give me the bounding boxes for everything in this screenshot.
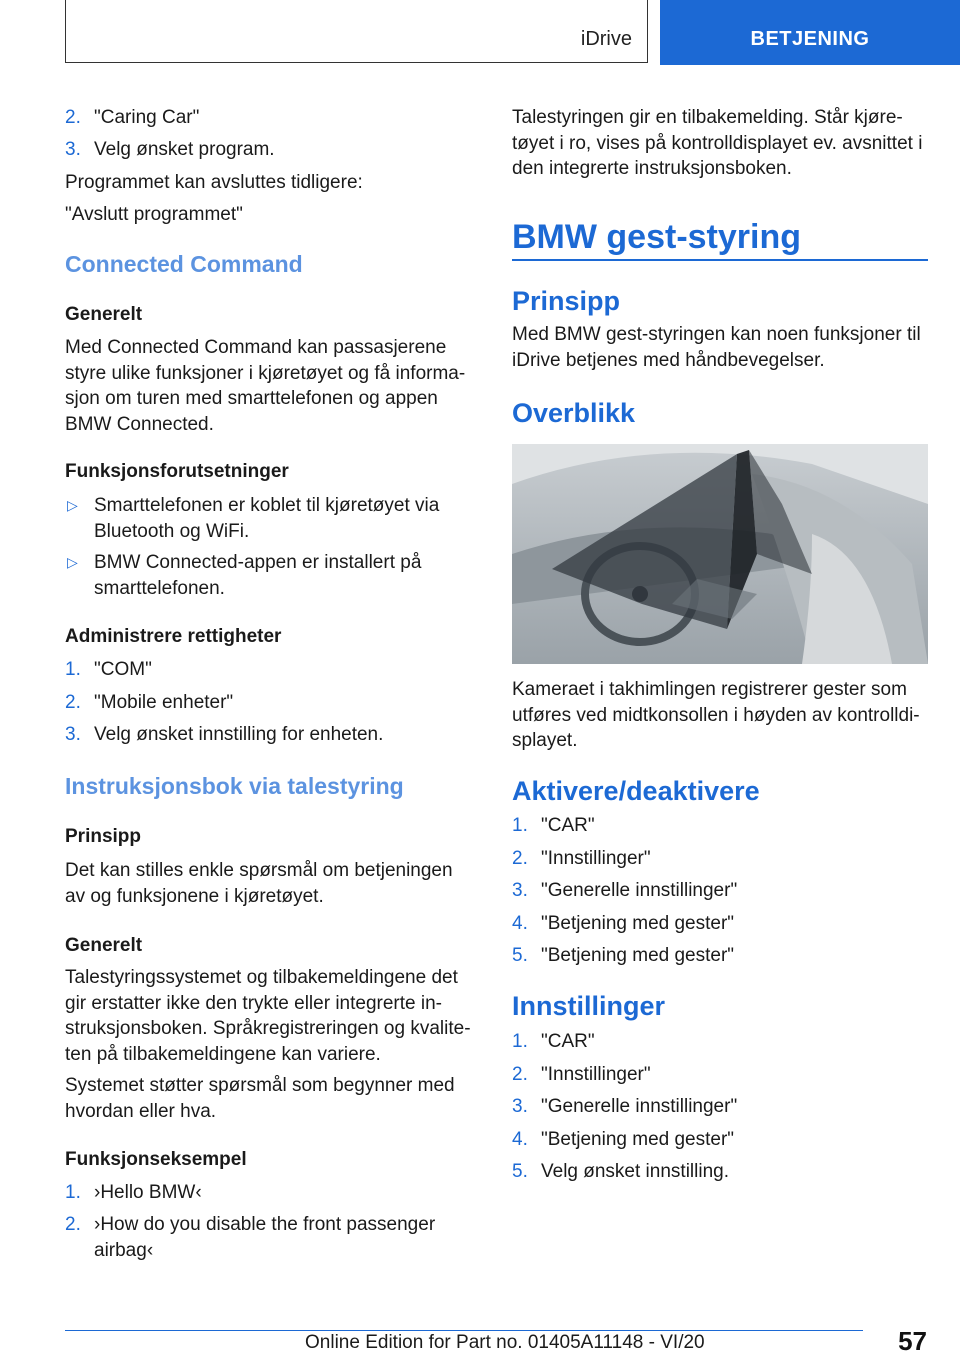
list-item: 5. "Betjening med gester" — [512, 945, 735, 966]
intro-paragraph: Programmet kan avsluttes tidligere: — [65, 172, 363, 193]
header-frame — [65, 0, 648, 63]
generelt-text-2: Systemet støtter spørsmål som begynner med hvordan eller hva. — [65, 1075, 455, 1122]
list-item: 3. "Generelle innstillinger" — [512, 880, 738, 901]
list-item: 2. ›How do you disable the front passenger airbag‹ — [65, 1214, 436, 1261]
innstillinger-heading: Innstillinger — [512, 991, 666, 1021]
talestyring-feedback-text: Talestyringen gir en tilbakemelding. Står kjøre-tøyet i ro, vises på kontrolldisplayet ev. avsnittet i den integrerte instruksjonsboken. — [512, 107, 923, 179]
list-item: 2. "Innstillinger" — [512, 847, 651, 869]
header-section-title: iDrive — [580, 28, 632, 50]
instruksjonsbok-heading: Instruksjonsbok via talestyring — [65, 773, 404, 799]
list-item: 1. "COM" — [65, 659, 152, 680]
triangle-bullet-icon: ▷ — [67, 497, 78, 513]
gest-styring-heading: BMW gest-styring — [512, 218, 801, 256]
list-item: 3. Velg ønsket program. — [65, 139, 275, 160]
list-item: 3. "Generelle innstillinger" — [512, 1096, 738, 1117]
funksjonsforutsetninger-subheading: Funksjonsforutsetninger — [65, 461, 289, 482]
prinsipp-text: Det kan stilles enkle spørsmål om betjeningen av og funksjonene i kjøretøyet. — [65, 860, 453, 907]
admin-list — [65, 657, 477, 748]
list-item: 1. "CAR" — [512, 815, 595, 836]
footer-edition: Online Edition for Part no. 01405A11148 - VI/20 — [305, 1332, 705, 1353]
prinsipp-subheading: Prinsipp — [65, 826, 142, 847]
connected-command-text: Med Connected Command kan passasjerene styre ulike funksjoner i kjøretøyet og få informa-sjon om turen med smarttelefonen og appen BMW Connected. — [65, 337, 466, 435]
list-item: 1. ›Hello BMW‹ — [65, 1182, 202, 1203]
overblikk-heading: Overblikk — [512, 398, 636, 428]
generelt-subheading: Generelt — [65, 304, 143, 325]
list-item: 3. Velg ønsket innstilling for enheten. — [65, 724, 384, 745]
connected-command-heading: Connected Command — [65, 251, 303, 277]
aktivere-list — [512, 813, 928, 969]
list-item: 4. "Betjening med gester" — [512, 912, 735, 934]
list-item: ▷ Smarttelefonen er koblet til kjøretøyet via Bluetooth og WiFi. — [67, 495, 440, 542]
requirements-list — [65, 493, 477, 601]
intro-list — [65, 105, 477, 163]
footer-divider — [65, 1330, 863, 1331]
list-item: 5. Velg ønsket innstilling. — [512, 1161, 729, 1182]
list-item: 2. "Caring Car" — [65, 107, 200, 128]
list-item: 1. "CAR" — [512, 1031, 595, 1052]
heading-divider — [512, 259, 928, 261]
aktivere-heading: Aktivere/deaktivere — [512, 776, 760, 806]
page-number: 57 — [898, 1326, 927, 1356]
intro-paragraph-2: "Avslutt programmet" — [65, 204, 243, 225]
innstillinger-list — [512, 1029, 928, 1185]
list-item: ▷ BMW Connected-appen er installert på smarttelefonen. — [67, 552, 422, 599]
funksjonseksempel-subheading: Funksjonseksempel — [65, 1149, 247, 1170]
list-item: 2. "Innstillinger" — [512, 1063, 651, 1085]
list-item: 2. "Mobile enheter" — [65, 691, 234, 713]
header-chapter-tab: BETJENING — [660, 0, 960, 65]
triangle-bullet-icon: ▷ — [67, 554, 78, 570]
prinsipp-heading: Prinsipp — [512, 286, 621, 316]
overblikk-text: Kameraet i takhimlingen registrerer gester som utføres ved midtkonsollen i høyden av kontrolldi-splayet. — [512, 679, 920, 751]
administrere-subheading: Administrere rettigheter — [65, 626, 282, 647]
example-list — [65, 1180, 477, 1263]
generelt-text: Talestyringssystemet og tilbakemeldingene det gir erstatter ikke den trykte eller integrerte in-struksjonsboken. Språkregistreringen og kvalite-ten på tilbakemeldingene kan variere. — [65, 967, 471, 1065]
prinsipp-text: Med BMW gest-styringen kan noen funksjoner til iDrive betjenes med håndbevegelser. — [512, 324, 921, 371]
gesture-camera-illustration — [512, 444, 928, 664]
list-item: 4. "Betjening med gester" — [512, 1128, 735, 1150]
generelt-subheading-2: Generelt — [65, 935, 143, 956]
